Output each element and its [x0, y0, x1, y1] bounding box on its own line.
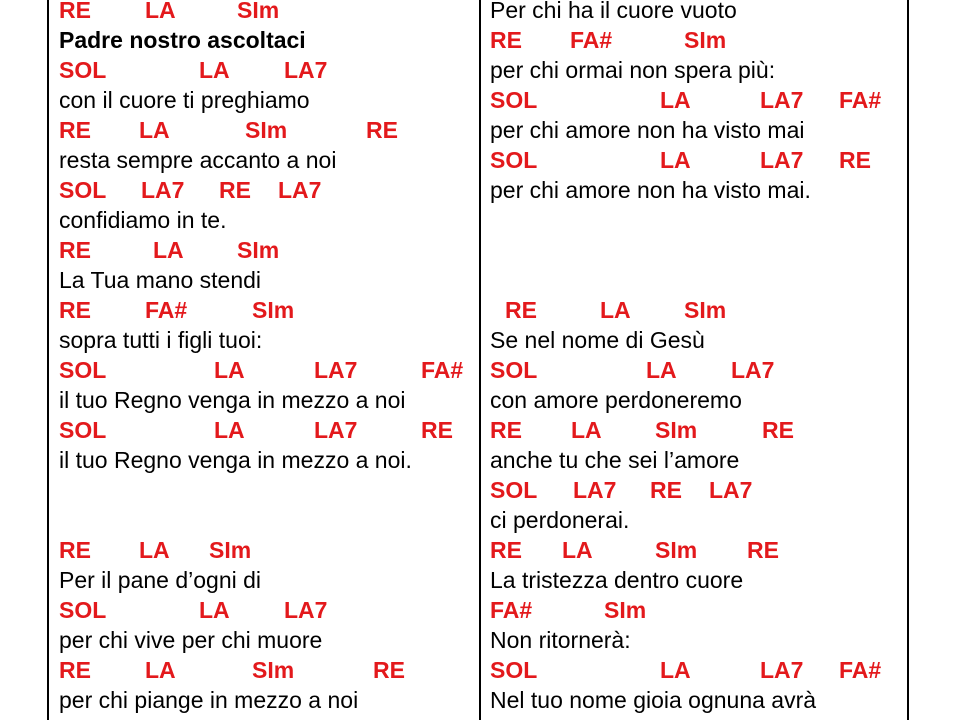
right-column — [490, 0, 905, 715]
lyric-text: per chi amore non ha visto mai. — [490, 177, 811, 203]
lyric-line — [490, 55, 905, 85]
chord-line — [490, 85, 905, 115]
chord: LA7 — [760, 147, 804, 173]
chord: RE — [59, 0, 91, 23]
chord: FA# — [570, 27, 613, 53]
lyric-text: il tuo Regno venga in mezzo a noi. — [59, 447, 412, 473]
lyric-text: per chi vive per chi muore — [59, 627, 323, 653]
lyric-text: per chi piange in mezzo a noi — [59, 687, 359, 713]
chord-line — [490, 295, 905, 325]
lyric-line — [59, 625, 474, 655]
chord: SIm — [209, 537, 252, 563]
chord: LA — [646, 357, 677, 383]
lyric-text: Padre nostro ascoltaci — [59, 27, 306, 53]
chord: LA7 — [731, 357, 775, 383]
column-divider — [479, 0, 481, 720]
chord: RE — [839, 147, 871, 173]
chord-line — [59, 595, 474, 625]
lyric-line — [59, 265, 474, 295]
chord: RE — [219, 177, 251, 203]
chord-line — [490, 355, 905, 385]
chord-line — [59, 415, 474, 445]
lyric-line — [59, 85, 474, 115]
lyric-text: Nel tuo nome gioia ognuna avrà — [490, 687, 817, 713]
chord: RE — [59, 297, 91, 323]
chord: LA — [199, 597, 230, 623]
lyric-line — [490, 565, 905, 595]
chord-line — [59, 0, 474, 25]
chord-line — [59, 55, 474, 85]
lyric-line — [490, 685, 905, 715]
chord: RE — [490, 537, 522, 563]
chord: LA7 — [709, 477, 753, 503]
chord: RE — [59, 237, 91, 263]
chord: RE — [366, 117, 398, 143]
chord: SOL — [490, 357, 538, 383]
chord: FA# — [839, 87, 882, 113]
lyric-line — [59, 685, 474, 715]
lyric-text: per chi amore non ha visto mai — [490, 117, 805, 143]
lyric-line — [490, 115, 905, 145]
chord: SIm — [604, 597, 647, 623]
chord: SIm — [252, 297, 295, 323]
lyric-text: il tuo Regno venga in mezzo a noi — [59, 387, 406, 413]
chord: RE — [59, 657, 91, 683]
chord-line — [490, 535, 905, 565]
blank-line — [490, 235, 905, 265]
blank-line — [490, 205, 905, 235]
blank-line — [59, 505, 474, 535]
chord: LA — [145, 657, 176, 683]
chord: SIm — [684, 27, 727, 53]
chord: LA — [660, 147, 691, 173]
lyric-text: con il cuore ti preghiamo — [59, 87, 310, 113]
blank-line — [490, 265, 905, 295]
lyric-line — [59, 565, 474, 595]
lyric-text: La Tua mano stendi — [59, 267, 262, 293]
chord: LA7 — [141, 177, 185, 203]
chord: FA# — [839, 657, 882, 683]
lyric-text: Per il pane d’ogni di — [59, 567, 262, 593]
chord: LA — [214, 417, 245, 443]
chord: FA# — [421, 357, 464, 383]
chord-line — [59, 355, 474, 385]
lyric-text: anche tu che sei l’amore — [490, 447, 740, 473]
chord: SIm — [684, 297, 727, 323]
chord: SIm — [252, 657, 295, 683]
lyric-line — [59, 25, 474, 55]
chord: RE — [762, 417, 794, 443]
chord: RE — [650, 477, 682, 503]
chord: RE — [490, 417, 522, 443]
chord: LA — [660, 657, 691, 683]
lyric-line — [490, 0, 905, 25]
chord-line — [490, 25, 905, 55]
chord: RE — [505, 297, 537, 323]
chord: FA# — [145, 297, 188, 323]
chord: RE — [421, 417, 453, 443]
chord-line — [490, 145, 905, 175]
chord: LA7 — [278, 177, 322, 203]
lyric-line — [490, 325, 905, 355]
chord: LA — [139, 537, 170, 563]
chord: SOL — [490, 657, 538, 683]
chord: SIm — [655, 537, 698, 563]
chord: SIm — [655, 417, 698, 443]
chord: RE — [59, 537, 91, 563]
lyric-text: confidiamo in te. — [59, 207, 227, 233]
chord: SIm — [237, 237, 280, 263]
lyric-text: per chi ormai non spera più: — [490, 57, 776, 83]
chord: SIm — [237, 0, 280, 23]
chord-line — [59, 235, 474, 265]
chord: LA — [600, 297, 631, 323]
left-column — [59, 0, 474, 715]
chord: SOL — [59, 177, 107, 203]
chord: SOL — [490, 87, 538, 113]
chord: RE — [747, 537, 779, 563]
chord: LA — [660, 87, 691, 113]
chord: SOL — [59, 57, 107, 83]
chord: LA — [562, 537, 593, 563]
chord-line — [59, 115, 474, 145]
chord-line — [59, 535, 474, 565]
chord: FA# — [490, 597, 533, 623]
lyric-text: sopra tutti i figli tuoi: — [59, 327, 263, 353]
blank-line — [59, 475, 474, 505]
chord: LA7 — [573, 477, 617, 503]
chord: SOL — [59, 597, 107, 623]
chord: LA7 — [314, 417, 358, 443]
lyric-line — [59, 205, 474, 235]
lyric-line — [490, 175, 905, 205]
lyric-line — [490, 445, 905, 475]
lyric-line — [59, 325, 474, 355]
chord: SOL — [490, 477, 538, 503]
chord: LA7 — [284, 57, 328, 83]
lyric-line — [490, 625, 905, 655]
chord: LA — [145, 0, 176, 23]
chord-line — [59, 295, 474, 325]
lyric-line — [59, 445, 474, 475]
chord: LA — [139, 117, 170, 143]
lyric-line — [490, 385, 905, 415]
chord: RE — [373, 657, 405, 683]
chord: LA7 — [314, 357, 358, 383]
lyric-text: ci perdonerai. — [490, 507, 630, 533]
lyric-line — [59, 145, 474, 175]
lyric-text: con amore perdoneremo — [490, 387, 742, 413]
chord: LA7 — [284, 597, 328, 623]
chord: LA — [153, 237, 184, 263]
chord-line — [490, 655, 905, 685]
chord-line — [490, 415, 905, 445]
lyric-text: resta sempre accanto a noi — [59, 147, 337, 173]
chord-line — [59, 655, 474, 685]
chord: LA — [199, 57, 230, 83]
chord: SOL — [59, 417, 107, 443]
lyric-text: Non ritornerà: — [490, 627, 631, 653]
chord-line — [490, 475, 905, 505]
chord: LA7 — [760, 657, 804, 683]
chord-line — [59, 175, 474, 205]
lyric-line — [59, 385, 474, 415]
chord: LA — [571, 417, 602, 443]
chord: RE — [59, 117, 91, 143]
chord-line — [490, 595, 905, 625]
chord: LA7 — [760, 87, 804, 113]
lyric-text: Se nel nome di Gesù — [490, 327, 705, 353]
lyric-text: La tristezza dentro cuore — [490, 567, 744, 593]
chord: SOL — [59, 357, 107, 383]
chord: SOL — [490, 147, 538, 173]
chord: RE — [490, 27, 522, 53]
chord: SIm — [245, 117, 288, 143]
lyric-line — [490, 505, 905, 535]
lyric-text: Per chi ha il cuore vuoto — [490, 0, 737, 23]
chord: LA — [214, 357, 245, 383]
